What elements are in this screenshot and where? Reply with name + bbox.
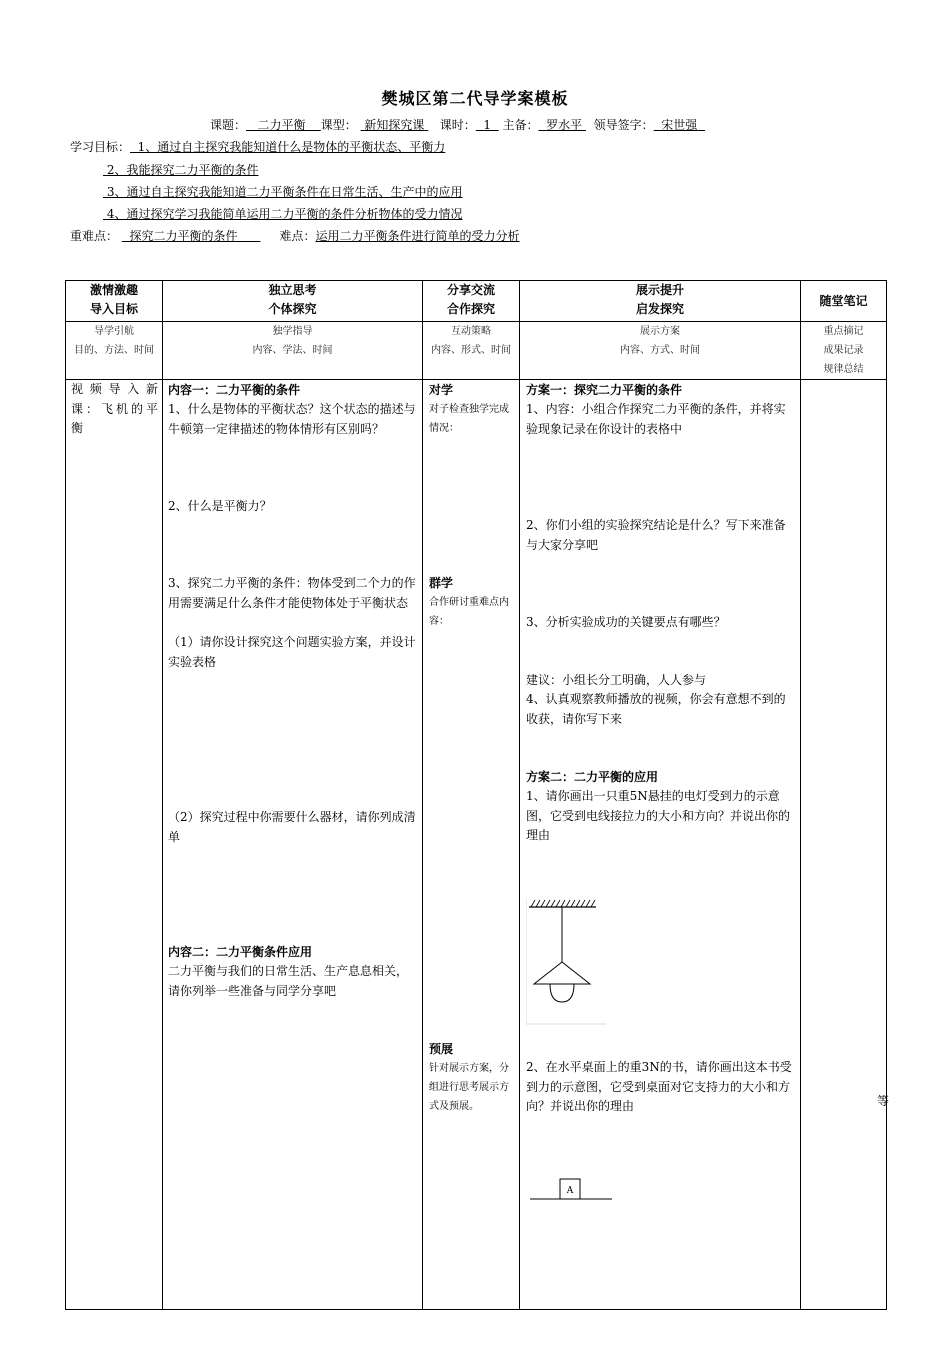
subheader-col-3: 互动策略 内容、形式、时间 — [423, 322, 520, 380]
key-points: 重难点： 探究二力平衡的条件 难点：运用二力平衡条件进行简单的受力分析 — [70, 229, 520, 243]
side-character: 等 — [877, 1094, 890, 1108]
plan-one-tip: 建议：小组长分工明确，人人参与 — [526, 673, 707, 687]
header-col-5: 随堂笔记 — [801, 281, 887, 322]
preparer-label: 主备： — [502, 118, 539, 132]
plan-two-title: 方案二：二力平衡的应用 — [526, 770, 659, 784]
content-col-2 — [163, 380, 423, 1310]
hours-value: 1 — [483, 118, 492, 132]
hanging-lamp-diagram — [526, 898, 608, 1026]
content-col-3 — [423, 380, 520, 1310]
content-col-4 — [520, 380, 801, 1310]
topic-value: 二力平衡 — [257, 118, 306, 132]
notes-area — [801, 380, 886, 1309]
plan-one-title: 方案一：探究二力平衡的条件 — [526, 383, 683, 397]
pair-study-title: 对学 — [429, 383, 454, 397]
subheader-col-1: 导学引航 目的、方法、时间 — [66, 322, 163, 380]
header-row — [66, 281, 887, 322]
goal-2: 2、我能探究二力平衡的条件 — [106, 163, 259, 177]
question-1: 1、什么是物体的平衡状态？这个状态的描述与牛顿第一定律描述的物体情形有区别吗？ — [168, 402, 416, 436]
group-study-text: 合作研讨重难点内容： — [429, 597, 509, 627]
subheader-col-4: 展示方案 内容、方式、时间 — [520, 322, 801, 380]
question-3b: （2）探究过程中你需要什么器材，请你列成清单 — [168, 810, 416, 844]
topic-label: 课题： — [210, 118, 247, 132]
preview-title: 预展 — [429, 1042, 454, 1056]
header-col-1: 激情激趣 导入目标 — [66, 281, 163, 322]
goals-label: 学习目标： — [70, 140, 131, 154]
preparer-value: 罗水平 — [546, 118, 583, 132]
difficult-point: 运用二力平衡条件进行简单的受力分析 — [315, 229, 520, 243]
plan-two-q1: 1、请你画出一只重5N悬挂的电灯受到力的示意图，它受到电线接拉力的大小和方向？并说出你的理由 — [526, 789, 791, 842]
goal-3: 3、通过自主探究我能知道二力平衡条件在日常生活、生产中的应用 — [106, 185, 463, 199]
subheader-col-5: 重点摘记 成果记录 规律总结 — [801, 322, 887, 380]
content-one-title: 内容一：二力平衡的条件 — [168, 383, 301, 397]
hours-label: 课时： — [439, 118, 476, 132]
goal-1: 学习目标： 1、通过自主探究我能知道什么是物体的平衡状态、平衡力 — [70, 140, 446, 154]
header-col-4: 展示提升 启发探究 — [520, 281, 801, 322]
goal-4: 4、通过探究学习我能简单运用二力平衡的条件分析物体的受力情况 — [106, 207, 463, 221]
key-point: 探究二力平衡的条件 — [129, 229, 238, 243]
plan-one-q3: 3、分析实验成功的关键要点有哪些？ — [526, 615, 726, 629]
plan-one-q4: 4、认真观察教师播放的视频，你会有意想不到的收获，请你写下来 — [526, 692, 786, 726]
plan-two-q2: 2、在水平桌面上的重3N的书，请你画出这本书受到力的示意图，它受到桌面对它支持力的大小和方向？并说出你的理由 — [526, 1060, 792, 1113]
content-col-1 — [66, 380, 163, 1310]
preview-text: 针对展示方案，分组进行思考展示方式及预展。 — [429, 1063, 509, 1112]
question-2: 2、什么是平衡力？ — [168, 499, 272, 513]
type-label: 课型： — [320, 118, 357, 132]
plan-one-q2: 2、你们小组的实验探究结论是什么？写下来准备与大家分享吧 — [526, 518, 786, 552]
question-3: 3、探究二力平衡的条件：物体受到二个力的作用需要满足什么条件才能使物体处于平衡状态 — [168, 576, 416, 610]
group-study-title: 群学 — [429, 576, 454, 590]
content-col-5 — [801, 380, 890, 1310]
guide-table — [65, 280, 890, 1310]
content-two-title: 内容二：二力平衡条件应用 — [168, 945, 313, 959]
lesson-meta — [210, 116, 705, 133]
video-intro: 视频导入新课：飞机的平衡 — [71, 382, 159, 435]
header-col-3: 分享交流 合作探究 — [423, 281, 520, 322]
subheader-col-2: 独学指导 内容、学法、时间 — [163, 322, 423, 380]
page-title: 樊城区第二代导学案模板 — [381, 89, 569, 108]
subheader-row — [66, 322, 887, 380]
content-row — [66, 380, 887, 1310]
header-col-2: 独立思考 个体探究 — [163, 281, 423, 322]
type-value: 新知探究课 — [364, 118, 425, 132]
pair-study-text: 对子检查独学完成情况： — [429, 404, 509, 434]
question-3a: （1）请你设计探究这个问题实验方案，并设计实验表格 — [168, 635, 416, 669]
plan-one-text: 1、内容：小组合作探究二力平衡的条件，并将实验现象记录在你设计的表格中 — [526, 402, 786, 436]
content-two-text: 二力平衡与我们的日常生活、生产息息相关，请你列举一些准备与同学分享吧 — [168, 964, 409, 998]
book-on-table-diagram — [530, 1175, 614, 1205]
book-label: A — [566, 1186, 574, 1196]
leader-label: 领导签字： — [593, 118, 654, 132]
leader-value: 宋世强 — [661, 118, 698, 132]
